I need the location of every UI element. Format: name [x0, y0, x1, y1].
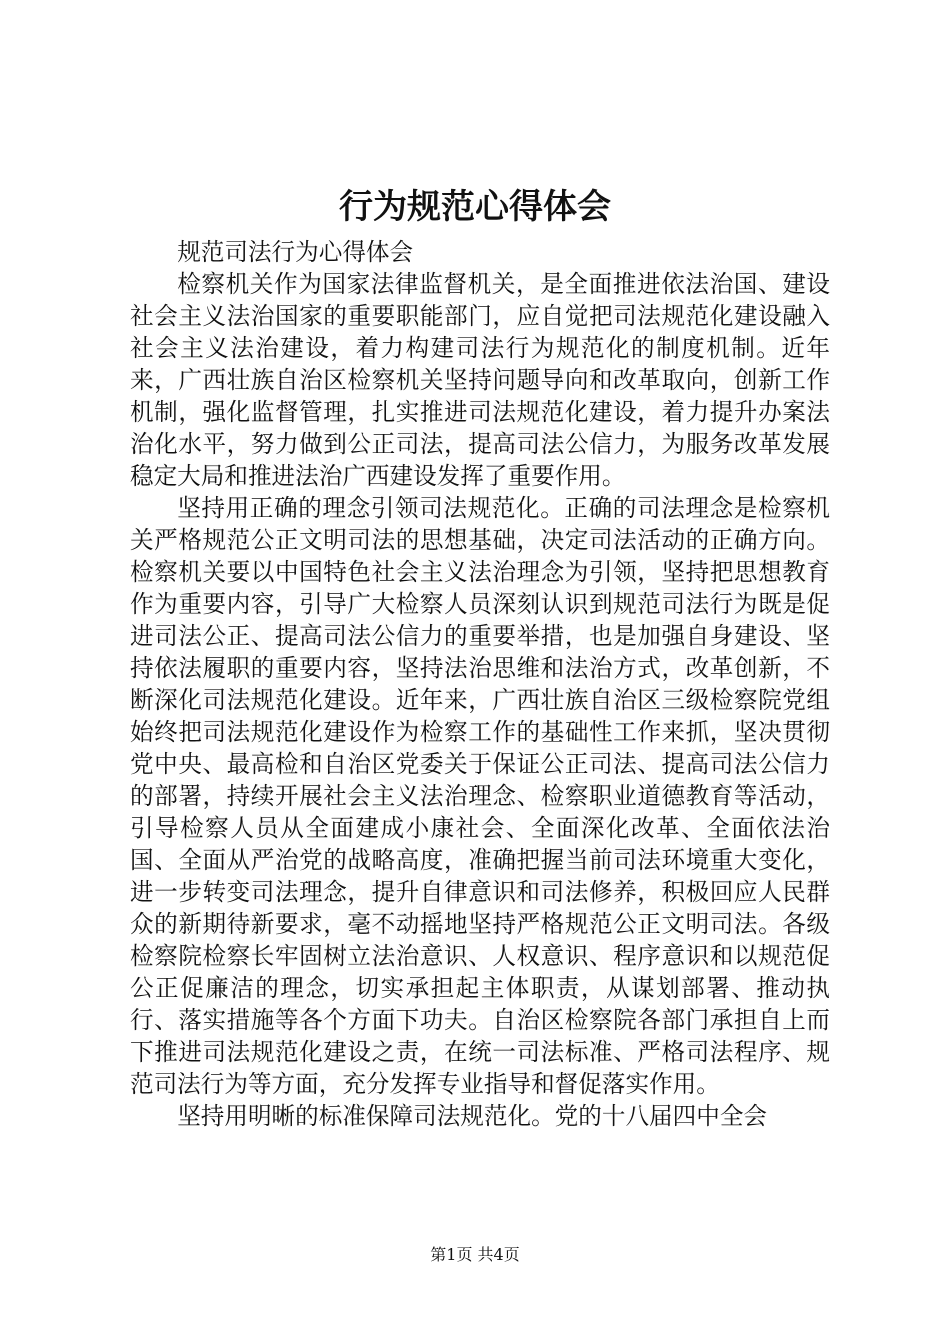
document-title: 行为规范心得体会: [339, 187, 611, 227]
body-paragraph: 检察机关作为国家法律监督机关，是全面推进依法治国、建设社会主义法治国家的重要职能部门，应自觉把司法规范化建设融入社会主义法治建设，着力构建司法行为规范化的制度机制。近年来，广西壮族自治区检察机关坚持问题导向和改革取向，创新工作机制，强化监督管理，扎实推进司法规范化建设，着力提升办案法治化水平，努力做到公正司法，提高司法公信力，为服务改革发展稳定大局和推进法治广西建设发挥了重要作用。: [130, 270, 830, 490]
subtitle-paragraph: 规范司法行为心得体会: [177, 238, 414, 266]
body-paragraph: 坚持用明晰的标准保障司法规范化。党的十八届四中全会: [177, 1102, 768, 1130]
body-paragraph: 坚持用正确的理念引领司法规范化。正确的司法理念是检察机关严格规范公正文明司法的思想基础，决定司法活动的正确方向。检察机关要以中国特色社会主义法治理念为引领，坚持把思想教育作为重要内容，引导广大检察人员深刻认识到规范司法行为既是促进司法公正、提高司法公信力的重要举措，也是加强自身建设、坚持依法履职的重要内容，坚持法治思维和法治方式，改革创新，不断深化司法规范化建设。近年来，广西壮族自治区三级检察院党组始终把司法规范化建设作为检察工作的基础性工作来抓，坚决贯彻党中央、最高检和自治区党委关于保证公正司法、提高司法公信力的部署，持续开展社会主义法治理念、检察职业道德教育等活动，引导检察人员从全面建成小康社会、全面深化改革、全面依法治国、全面从严治党的战略高度，准确把握当前司法环境重大变化，进一步转变司法理念，提升自律意识和司法修养，积极回应人民群众的新期待新要求，毫不动摇地坚持严格规范公正文明司法。各级检察院检察长牢固树立法治意识、人权意识、程序意识和以规范促公正促廉洁的理念，切实承担起主体职责，从谋划部署、推动执行、落实措施等各个方面下功夫。自治区检察院各部门承担自上而下推进司法规范化建设之责，在统一司法标准、严格司法程序、规范司法行为等方面，充分发挥专业指导和督促落实作用。: [130, 494, 830, 1098]
page-number-footer: 第1页 共4页: [430, 1245, 520, 1264]
document-body: [130, 236, 830, 1132]
